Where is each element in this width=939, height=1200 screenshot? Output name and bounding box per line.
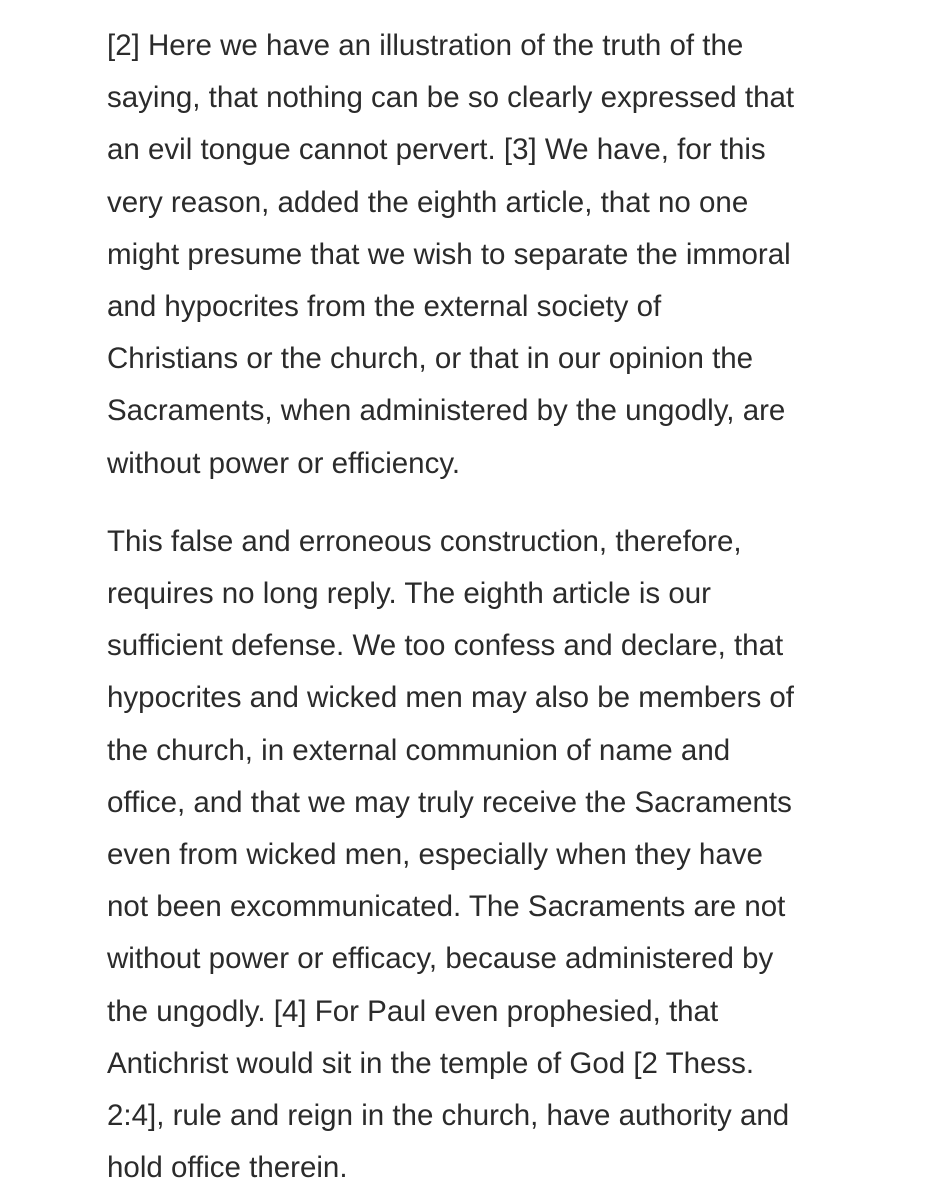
text-line: office, and that we may truly receive the Sacraments: [107, 785, 792, 819]
paragraph-2: [107, 516, 867, 1195]
text-line: Antichrist would sit in the temple of God [2 Thess.: [107, 1046, 755, 1080]
text-line: very reason, added the eighth article, that no one: [107, 185, 749, 219]
text-line: This false and erroneous construction, therefore,: [107, 524, 742, 558]
text-line: [2] Here we have an illustration of the truth of the: [107, 29, 744, 62]
text-line: and hypocrites from the external society of: [107, 290, 662, 324]
paragraph-1: [107, 20, 867, 490]
text-line: saying, that nothing can be so clearly expressed that: [107, 81, 795, 115]
text-line: an evil tongue cannot pervert. [3] We have, for this: [107, 133, 766, 167]
text-line: hypocrites and wicked men may also be members of: [107, 681, 794, 715]
text-line: not been excommunicated. The Sacraments are not: [107, 890, 786, 924]
text-line: might presume that we wish to separate the immoral: [107, 237, 791, 271]
text-line: 2:4], rule and reign in the church, have authority and: [107, 1099, 790, 1133]
text-line: without power or efficiency.: [107, 446, 461, 480]
text-line: the ungodly. [4] For Paul even prophesied, that: [107, 994, 719, 1028]
text-line: sufficient defense. We too confess and declare, that: [107, 629, 784, 663]
text-line: hold office therein.: [107, 1151, 348, 1185]
text-line: the church, in external communion of name and: [107, 733, 731, 767]
text-line: without power or efficacy, because administered by: [107, 942, 774, 976]
text-line: even from wicked men, especially when they have: [107, 838, 763, 872]
text-line: Christians or the church, or that in our opinion the: [107, 342, 754, 376]
text-line: Sacraments, when administered by the ungodly, are: [107, 394, 786, 428]
document-body: [107, 20, 867, 1194]
text-line: requires no long reply. The eighth article is our: [107, 577, 711, 611]
